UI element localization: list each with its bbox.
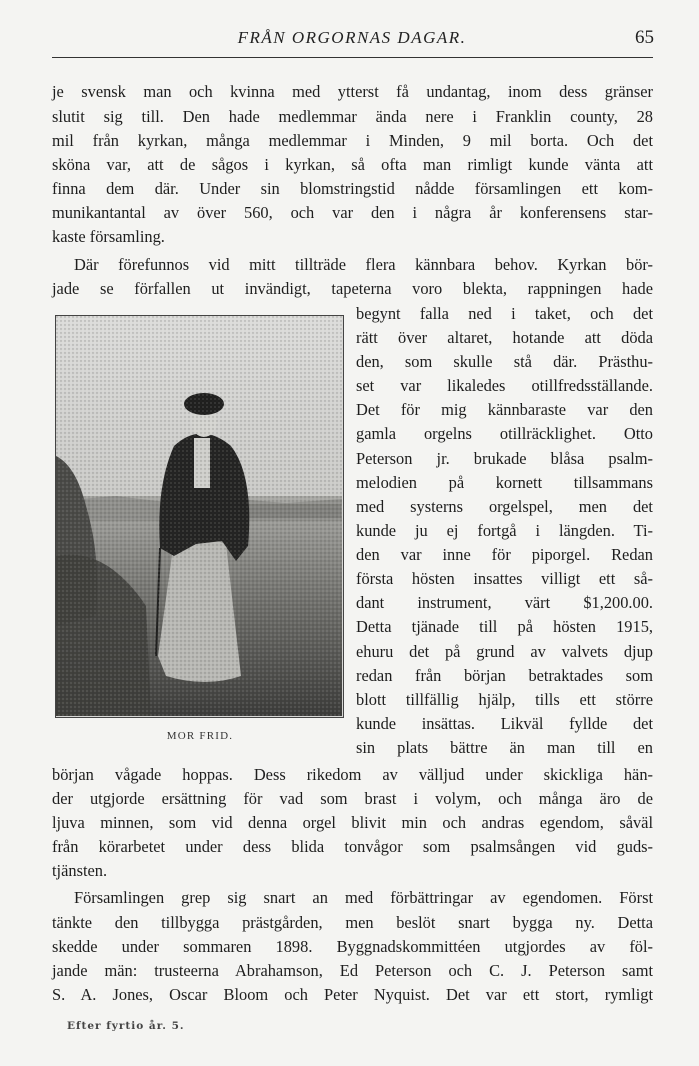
text-line: blott tillfällig hjälp, tills ett större [356, 690, 653, 709]
photo-mor-frid [55, 315, 344, 718]
text-line: Peterson jr. brukade blåsa psalm- [356, 449, 653, 468]
text-line: tänkte den tillbygga prästgården, men beslöt snart bygga ny. Detta [52, 913, 653, 932]
header-rule [52, 57, 653, 58]
text-line: kunde ju ej fortgå i längden. Ti- [356, 521, 653, 540]
text-line: je svensk man och kvinna med ytterst få undantag, inom dess gränser [52, 82, 653, 101]
text-line: der utgjorde ersättning för vad som brast i volym, och många äro de [52, 789, 653, 808]
signature-mark: Efter fyrtio år. 5. [67, 1020, 185, 1032]
text-line: S. A. Jones, Oscar Bloom och Peter Nyquist. Det var ett stort, rymligt [52, 985, 653, 1004]
text-line: sin plats bättre än man till en [356, 738, 653, 757]
text-line: begynt falla ned i taket, och det [356, 304, 653, 323]
text-line: första hösten insattes villigt ett så- [356, 569, 653, 588]
text-line: med systerns orgelspel, men det [356, 497, 653, 516]
text-line: kunde insättas. Likväl fyllde det [356, 714, 653, 733]
text-line: början vågade hoppas. Dess rikedom av välljud under skickliga hän- [52, 765, 653, 784]
text-line: jade se förfallen ut invändigt, tapeterna voro blekta, rappningen hade [52, 279, 653, 298]
text-line: jande män: trusteerna Abrahamson, Ed Peterson och C. J. Peterson samt [52, 961, 653, 980]
text-line: ljuva minnen, som vid denna orgel blivit min och andras egendom, såväl [52, 813, 653, 832]
text-line: munikantantal av över 560, och var den i några år konferensens star- [52, 203, 653, 222]
halftone-grain [56, 316, 342, 716]
text-line: redan från början betraktades som [356, 666, 653, 685]
paragraph-start: Församlingen grep sig snart an med förbättringar av egendomen. Först [74, 888, 653, 907]
text-line: slutit sig till. Den hade medlemmar ända nere i Franklin county, 28 [52, 107, 653, 126]
text-line: finna dem där. Under sin blomstringstid nådde församlingen ett kom- [52, 179, 653, 198]
text-line: Detta tjänade till på hösten 1915, [356, 617, 653, 636]
running-title: FRÅN ORGORNAS DAGAR. [237, 28, 467, 47]
text-line: Det för mig kännbaraste var den [356, 400, 653, 419]
text-line: den var inne för piporgel. Redan [356, 545, 653, 564]
text-line: skedde under sommaren 1898. Byggnadskommittéen utgjordes av föl- [52, 937, 653, 956]
paragraph-start: Där förefunnos vid mitt tillträde flera kännbara behov. Kyrkan bör- [74, 255, 653, 274]
text-line: från körarbetet under dess blida tonvågor som psalmsången vid guds- [52, 837, 653, 856]
text-line: kaste församling. [52, 227, 165, 246]
running-head [52, 24, 652, 54]
text-line: sköna var, att de sågos i kyrkan, så ofta man rimligt kunde vänta att [52, 155, 653, 174]
text-line: set var likaledes otillfredsställande. [356, 376, 653, 395]
text-line: dant instrument, värt $1,200.00. [356, 593, 653, 612]
text-line: ehuru det på grund av valvets djup [356, 642, 653, 661]
text-line: melodien på kornett tillsammans [356, 473, 653, 492]
photo-illustration [56, 316, 342, 716]
text-line: tjänsten. [52, 861, 108, 880]
page-number: 65 [635, 27, 654, 48]
text-line: mil från kyrkan, många medlemmar i Minden, 9 mil borta. Och det [52, 131, 653, 150]
figure-caption: MOR FRID. [166, 730, 234, 742]
text-line: den, som skulle stå där. Prästhu- [356, 352, 653, 371]
text-line: gamla orgelns otillräcklighet. Otto [356, 424, 653, 443]
text-line: rätt över altaret, hotande att döda [356, 328, 653, 347]
